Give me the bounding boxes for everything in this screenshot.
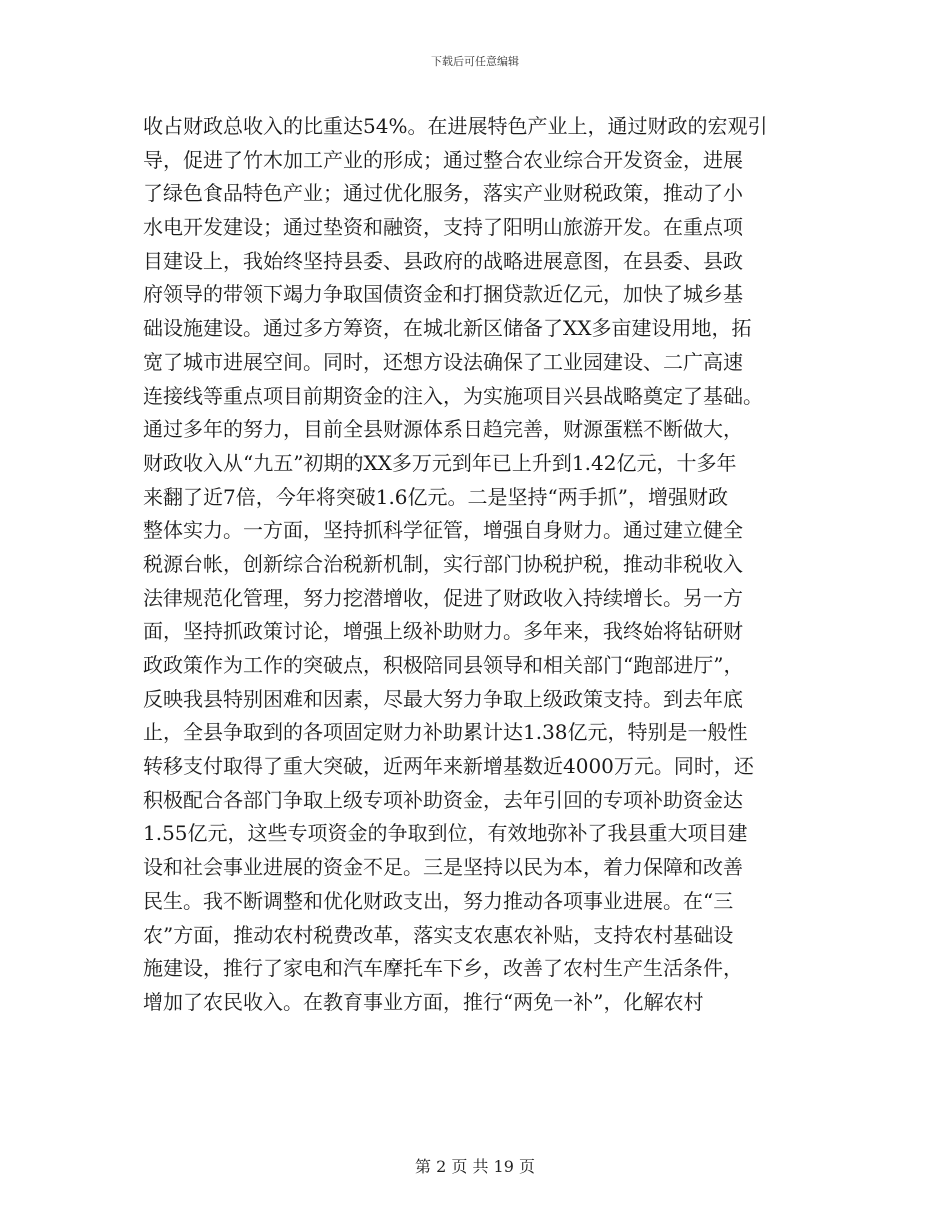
text-line: 面，坚持抓政策讨论，增强上级补助财力。多年来，我终始将钻研财 — [143, 619, 743, 644]
text-line: 民生。我不断调整和优化财政支出，努力推动各项事业进展。在“三 — [143, 888, 734, 913]
text-line: 通过多年的努力，目前全县财源体系日趋完善，财源蛋糕不断做大， — [143, 417, 743, 442]
document-body — [143, 110, 843, 1020]
text-line: 水电开发建设；通过垫资和融资，支持了阳明山旅游开发。在重点项 — [143, 215, 743, 240]
text-line: 整体实力。一方面，坚持抓科学征管，增强自身财力。通过建立健全 — [143, 518, 743, 543]
page-footer — [0, 1154, 950, 1177]
text-line: 1.55亿元，这些专项资金的争取到位，有效地弥补了我县重大项目建 — [143, 821, 748, 846]
text-line: 转移支付取得了重大突破，近两年来新增基数近4000万元。同时，还 — [143, 754, 754, 779]
text-line: 止，全县争取到的各项固定财力补助累计达1.38亿元，特别是一般性 — [143, 720, 748, 745]
text-line: 财政收入从“九五”初期的XX多万元到年已上升到1.42亿元，十多年 — [143, 450, 737, 475]
text-line: 设和社会事业进展的资金不足。三是坚持以民为本，着力保障和改善 — [143, 855, 743, 880]
text-line: 积极配合各部门争取上级专项补助资金，去年引回的专项补助资金达 — [143, 787, 743, 812]
text-line: 增加了农民收入。在教育事业方面，推行“两免一补”，化解农村 — [143, 989, 704, 1014]
text-line: 础设施建设。通过多方筹资，在城北新区储备了XX多亩建设用地，拓 — [143, 316, 752, 341]
header-text: 下载后可任意编辑 — [431, 55, 519, 68]
text-line: 法律规范化管理，努力挖潜增收，促进了财政收入持续增长。另一方 — [143, 585, 743, 610]
page-number: 第 2 页 共 19 页 — [415, 1157, 535, 1176]
text-line: 农”方面，推动农村税费改革，落实支农惠农补贴，支持农村基础设 — [143, 922, 734, 947]
text-line: 目建设上，我始终坚持县委、县政府的战略进展意图，在县委、县政 — [143, 248, 743, 273]
text-line: 宽了城市进展空间。同时，还想方设法确保了工业园建设、二广高速 — [143, 349, 743, 374]
text-line: 政政策作为工作的突破点，积极陪同县领导和相关部门“跑部进厅”， — [143, 653, 744, 677]
text-line: 收占财政总收入的比重达54%。在进展特色产业上，通过财政的宏观引 — [143, 114, 768, 138]
text-line: 连接线等重点项目前期资金的注入，为实施项目兴县战略奠定了基础。 — [143, 383, 763, 408]
page-header — [0, 53, 950, 69]
text-line: 了绿色食品特色产业；通过优化服务，落实产业财税政策，推动了小 — [143, 181, 743, 206]
text-line: 税源台帐，创新综合治税新机制，实行部门协税护税，推动非税收入 — [143, 551, 743, 576]
text-line: 反映我县特别困难和因素，尽最大努力争取上级政策支持。到去年底 — [143, 686, 743, 711]
text-line: 导，促进了竹木加工产业的形成；通过整合农业综合开发资金，进展 — [143, 147, 743, 172]
text-line: 府领导的带领下竭力争取国债资金和打捆贷款近亿元，加快了城乡基 — [143, 282, 743, 307]
text-line: 施建设，推行了家电和汽车摩托车下乡，改善了农村生产生活条件， — [143, 956, 743, 981]
text-line: 来翻了近7倍，今年将突破1.6亿元。二是坚持“两手抓”，增强财政 — [143, 484, 728, 509]
